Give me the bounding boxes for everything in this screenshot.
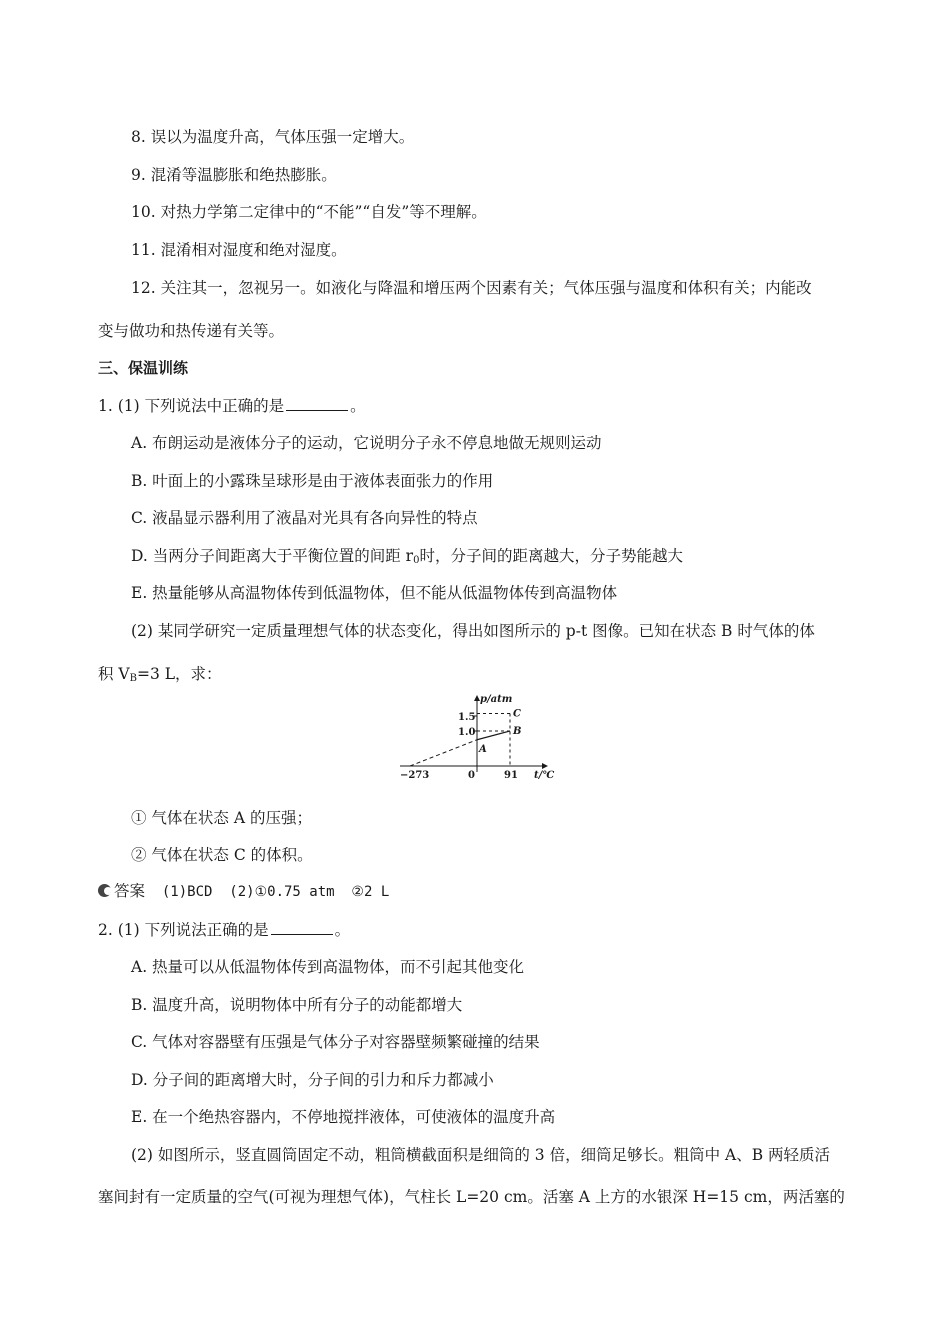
item-9: 9. 混淆等温膨胀和绝热膨胀。 — [131, 166, 337, 184]
answer-line — [98, 881, 389, 902]
q2-part2-line-1: (2) 如图所示，竖直圆筒固定不动，粗筒横截面积是细筒的 3 倍，细筒足够长。粗筒中 A、B 两轻质活 — [131, 1146, 831, 1164]
q1-stem-end: 。 — [350, 397, 366, 415]
subscript: B — [129, 673, 137, 684]
answer-icon — [98, 884, 112, 898]
q2-stem-end: 。 — [334, 921, 351, 939]
x-tick-label: 0 — [468, 770, 475, 781]
q1-option-d-text: D. 当两分子间距离大于平衡位置的间距 r — [131, 547, 414, 565]
q2-option-b: B. 温度升高，说明物体中所有分子的动能都增大 — [131, 996, 463, 1014]
point-label-a: A — [479, 743, 487, 755]
x-axis-label: t/℃ — [534, 770, 555, 781]
y-tick-label: 1.5 — [458, 712, 476, 723]
item-12-line-1: 12. 关注其一，忽视另一。如液化与降温和增压两个因素有关；气体压强与温度和体积有关；内能改 — [131, 279, 812, 297]
q1-option-b: B. 叶面上的小露珠呈球形是由于液体表面张力的作用 — [131, 472, 494, 490]
x-tick-label: −273 — [400, 770, 430, 781]
p-t-graph — [398, 692, 558, 782]
q1-part2-text-end: =3 L，求： — [136, 665, 222, 683]
answer-blank — [286, 396, 348, 411]
section-heading: 三、保温训练 — [98, 359, 189, 377]
q2-option-c: C. 气体对容器壁有压强是气体分子对容器壁频繁碰撞的结果 — [131, 1033, 540, 1051]
y-tick-label: 1.0 — [458, 727, 476, 738]
extrapolation-line — [410, 740, 477, 766]
q2-option-e: E. 在一个绝热容器内，不停地搅拌液体，可使液体的温度升高 — [131, 1108, 556, 1126]
q1-sub-question-1: ① 气体在状态 A 的压强； — [131, 809, 312, 827]
q2-stem-text: 2. (1) 下列说法正确的是 — [98, 921, 269, 939]
subscript: 0 — [413, 555, 420, 566]
q2-part2-line-2: 塞间封有一定质量的空气(可视为理想气体)，气柱长 L=20 cm。活塞 A 上方的水银深 H=15 cm，两活塞的 — [98, 1188, 845, 1206]
item-11: 11. 混淆相对湿度和绝对湿度。 — [131, 241, 347, 259]
answer-blank — [271, 920, 333, 935]
item-8: 8. 误以为温度升高，气体压强一定增大。 — [131, 128, 415, 146]
q1-stem-text: 1. (1) 下列说法中正确的是 — [98, 397, 285, 415]
q1-option-c: C. 液晶显示器利用了液晶对光具有各向异性的特点 — [131, 509, 478, 527]
x-axis-arrow — [542, 763, 548, 769]
q1-stem — [98, 396, 366, 416]
segment-ab — [477, 731, 510, 740]
y-axis-label: p/atm — [480, 694, 513, 705]
q1-part2-line-1: (2) 某同学研究一定质量理想气体的状态变化，得出如图所示的 p-t 图像。已知在状态 B 时气体的体 — [131, 622, 815, 640]
q1-sub-question-2: ② 气体在状态 C 的体积。 — [131, 846, 313, 864]
item-10: 10. 对热力学第二定律中的“不能”“自发”等不理解。 — [131, 203, 487, 221]
point-label-c: C — [513, 708, 521, 720]
q2-option-d: D. 分子间的距离增大时，分子间的引力和斥力都减小 — [131, 1071, 494, 1089]
point-label-b: B — [513, 726, 522, 737]
q2-stem — [98, 920, 350, 940]
q1-option-d — [131, 546, 683, 571]
q1-option-e: E. 热量能够从高温物体传到低温物体，但不能从低温物体传到高温物体 — [131, 584, 618, 602]
x-tick-label: 91 — [504, 770, 518, 781]
q1-part2-line-2 — [98, 664, 222, 689]
q1-option-a: A. 布朗运动是液体分子的运动，它说明分子永不停息地做无规则运动 — [131, 434, 602, 452]
q2-option-a: A. 热量可以从低温物体传到高温物体，而不引起其他变化 — [131, 958, 525, 976]
q1-part2-text: 积 V — [98, 665, 130, 683]
q1-option-d-text-end: 时，分子间的距离越大，分子势能越大 — [419, 547, 683, 565]
item-12-line-2: 变与做功和热传递有关等。 — [98, 322, 285, 340]
answer-text: (1)BCD (2)①0.75 atm ②2 L — [145, 884, 390, 900]
answer-label: 答案 — [114, 882, 146, 900]
